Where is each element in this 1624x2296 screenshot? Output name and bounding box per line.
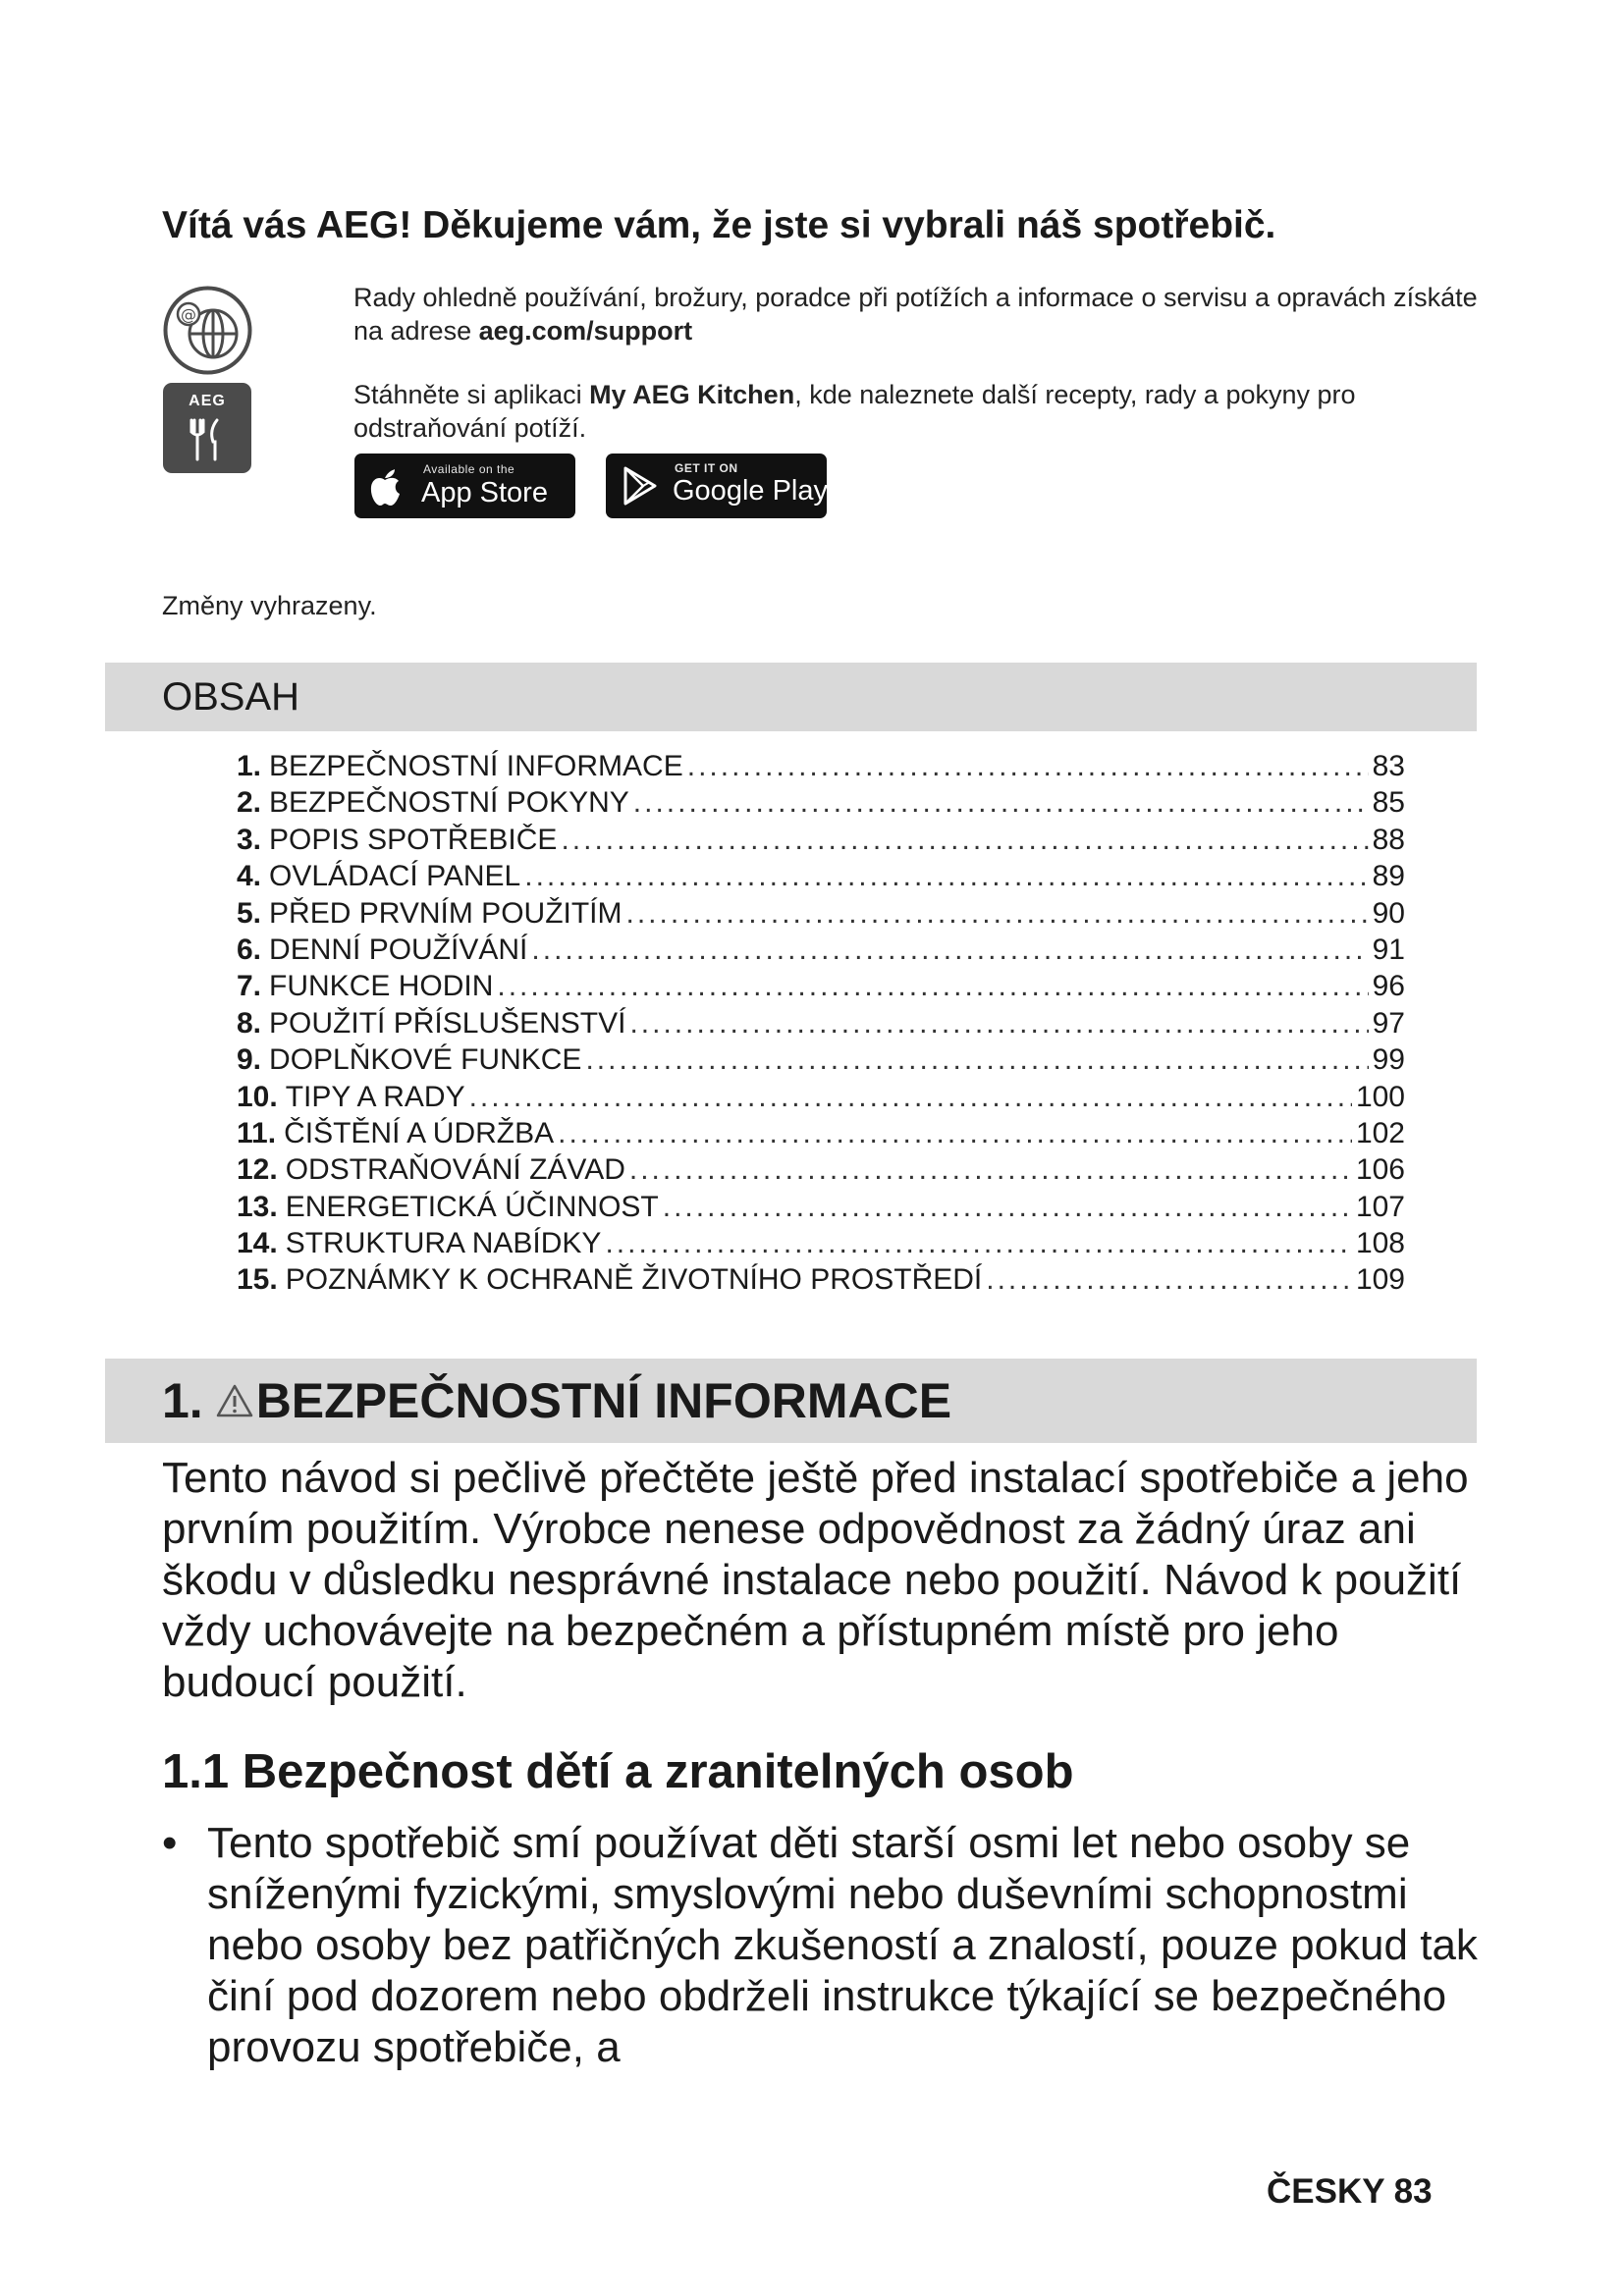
toc-item-number: 14. xyxy=(237,1227,278,1260)
toc-item-title: BEZPEČNOSTNÍ POKYNY xyxy=(269,786,629,820)
toc-leader-dots xyxy=(605,1227,1351,1260)
toc-heading-band xyxy=(105,663,1477,731)
page-footer: ČESKY 83 xyxy=(1267,2172,1433,2211)
toc-item-number: 10. xyxy=(237,1080,278,1113)
toc-item-page: 109 xyxy=(1355,1263,1405,1297)
toc-leader-dots xyxy=(558,1117,1352,1150)
app-name: My AEG Kitchen xyxy=(589,380,795,409)
toc-item-page: 108 xyxy=(1355,1227,1405,1260)
toc-item-number: 8. xyxy=(237,1006,262,1040)
toc-heading: OBSAH xyxy=(162,675,300,719)
toc-item-number: 2. xyxy=(237,786,262,820)
toc-item[interactable] xyxy=(237,750,1405,786)
cutlery-icon xyxy=(189,416,225,463)
apple-icon xyxy=(368,467,402,507)
toc-item-title: DOPLŇKOVÉ FUNKCE xyxy=(269,1043,582,1077)
toc-leader-dots xyxy=(531,934,1368,967)
toc-item-number: 4. xyxy=(237,860,262,893)
toc-item-page: 89 xyxy=(1372,860,1405,893)
toc-leader-dots xyxy=(986,1263,1352,1297)
welcome-heading: Vítá vás AEG! Děkujeme vám, že jste si vybrali náš spotřebič. xyxy=(162,204,1276,246)
toc-item-title: ENERGETICKÁ ÚČINNOST xyxy=(285,1190,659,1223)
toc-item-title: STRUKTURA NABÍDKY xyxy=(285,1227,602,1260)
toc-item[interactable] xyxy=(237,1117,1405,1153)
changes-note: Změny vyhrazeny. xyxy=(162,591,377,620)
toc-item[interactable] xyxy=(237,1007,1405,1043)
toc-item-title: ODSTRAŇOVÁNÍ ZÁVAD xyxy=(285,1153,625,1187)
app-store-badge[interactable] xyxy=(354,454,575,518)
toc-item-page: 96 xyxy=(1372,970,1405,1003)
toc-item[interactable] xyxy=(237,860,1405,896)
toc-item[interactable] xyxy=(237,1191,1405,1227)
aeg-brand-label: AEG xyxy=(189,393,226,409)
toc-item-page: 85 xyxy=(1372,786,1405,820)
toc-leader-dots xyxy=(687,750,1369,783)
bullet-symbol: • xyxy=(162,1819,178,1867)
toc-item-number: 5. xyxy=(237,896,262,930)
section-1-heading xyxy=(162,1372,951,1429)
toc-item-page: 91 xyxy=(1372,933,1405,966)
toc-item[interactable] xyxy=(237,786,1405,823)
toc-item-page: 88 xyxy=(1372,823,1405,856)
toc-item[interactable] xyxy=(237,1227,1405,1263)
toc-item-page: 102 xyxy=(1355,1116,1405,1149)
toc-item-page: 97 xyxy=(1372,1006,1405,1040)
toc-item[interactable] xyxy=(237,934,1405,970)
app-store-label: App Store xyxy=(421,477,548,508)
globe-at-icon xyxy=(162,285,253,376)
toc-item-number: 15. xyxy=(237,1263,278,1297)
toc-list xyxy=(237,750,1405,1301)
toc-item-number: 13. xyxy=(237,1190,278,1223)
toc-leader-dots xyxy=(663,1191,1352,1224)
toc-item-title: POUŽITÍ PŘÍSLUŠENSTVÍ xyxy=(269,1006,626,1040)
toc-item-number: 1. xyxy=(237,750,262,782)
toc-item-title: POZNÁMKY K OCHRANĚ ŽIVOTNÍHO PROSTŘEDÍ xyxy=(285,1263,983,1297)
app-store-small-label: Available on the xyxy=(423,462,515,476)
toc-item-number: 7. xyxy=(237,970,262,1003)
toc-item[interactable] xyxy=(237,897,1405,934)
google-play-badge[interactable] xyxy=(606,454,827,518)
toc-item[interactable] xyxy=(237,1263,1405,1300)
toc-item-page: 107 xyxy=(1355,1190,1405,1223)
google-play-icon xyxy=(622,465,659,507)
section-1-number: 1. xyxy=(162,1373,203,1428)
toc-item-title: DENNÍ POUŽÍVÁNÍ xyxy=(269,933,528,966)
toc-leader-dots xyxy=(561,824,1368,857)
subsection-1-1-heading: 1.1 Bezpečnost dětí a zranitelných osob xyxy=(162,1745,1074,1798)
app-paragraph xyxy=(353,378,1492,445)
toc-item-title: POPIS SPOTŘEBIČE xyxy=(269,823,558,856)
toc-item-number: 12. xyxy=(237,1153,278,1187)
toc-leader-dots xyxy=(585,1043,1368,1077)
section-1-title: BEZPEČNOSTNÍ INFORMACE xyxy=(255,1373,952,1428)
warning-triangle-icon xyxy=(215,1383,254,1418)
toc-item-page: 83 xyxy=(1372,750,1405,782)
google-small-label: GET IT ON xyxy=(675,461,738,475)
toc-item-number: 3. xyxy=(237,823,262,856)
toc-item-page: 90 xyxy=(1372,896,1405,930)
toc-leader-dots xyxy=(629,1153,1352,1187)
svg-text:@: @ xyxy=(181,305,196,324)
toc-leader-dots xyxy=(524,860,1368,893)
bullet-text: Tento spotřebič smí používat děti starší osmi let nebo osoby se sníženými fyzickými, smyslovými nebo duševními schopnostmi nebo osoby bez patřičných zkušeností a znalostí, pouze pokud tak činí pod dozorem nebo obdrželi instrukce týkající se bezpečného provozu spotřebiče, a xyxy=(207,1819,1478,2071)
toc-item-page: 99 xyxy=(1372,1043,1405,1077)
toc-item[interactable] xyxy=(237,1153,1405,1190)
toc-item-title: OVLÁDACÍ PANEL xyxy=(269,860,521,893)
toc-leader-dots xyxy=(626,897,1369,931)
toc-item-page: 106 xyxy=(1355,1153,1405,1187)
toc-item-title: ČIŠTĚNÍ A ÚDRŽBA xyxy=(284,1116,555,1149)
app-text-before: Stáhněte si aplikaci xyxy=(353,380,582,409)
google-play-label: Google Play xyxy=(673,475,828,507)
aeg-app-icon xyxy=(163,383,251,473)
toc-item-number: 11. xyxy=(237,1116,277,1149)
safety-intro-paragraph: Tento návod si pečlivě přečtěte ještě před instalací spotřebiče a jeho prvním použitím. Výrobce nenese odpovědnost za žádný úraz ani škodu v důsledku nesprávné instalace nebo použití. Návod k použití vždy uchovávejte na bezpečném a přístupném místě pro jeho budoucí použití. xyxy=(162,1454,1469,1706)
toc-leader-dots xyxy=(629,1007,1368,1041)
toc-item-title: TIPY A RADY xyxy=(285,1080,465,1113)
app-text-after: , kde naleznete další recepty, rady a pokyny pro odstraňování potíží. xyxy=(353,380,1356,443)
toc-item[interactable] xyxy=(237,970,1405,1006)
toc-item[interactable] xyxy=(237,1043,1405,1080)
toc-item-number: 9. xyxy=(237,1043,262,1077)
toc-item-title: FUNKCE HODIN xyxy=(269,970,494,1003)
bullet-item xyxy=(162,1818,1478,2073)
toc-item-title: BEZPEČNOSTNÍ INFORMACE xyxy=(269,750,683,782)
support-paragraph xyxy=(353,281,1492,347)
toc-item-title: PŘED PRVNÍM POUŽITÍM xyxy=(269,896,623,930)
toc-leader-dots xyxy=(469,1081,1352,1114)
toc-leader-dots xyxy=(633,786,1369,820)
toc-item[interactable] xyxy=(237,824,1405,860)
toc-item-page: 100 xyxy=(1355,1080,1405,1113)
support-link[interactable]: aeg.com/support xyxy=(478,316,693,346)
toc-item-number: 6. xyxy=(237,933,262,966)
support-text: Rady ohledně používání, brožury, poradce při potížích a informace o servisu a opravách získáte na adrese xyxy=(353,283,1478,346)
toc-leader-dots xyxy=(497,970,1368,1003)
toc-item[interactable] xyxy=(237,1081,1405,1117)
